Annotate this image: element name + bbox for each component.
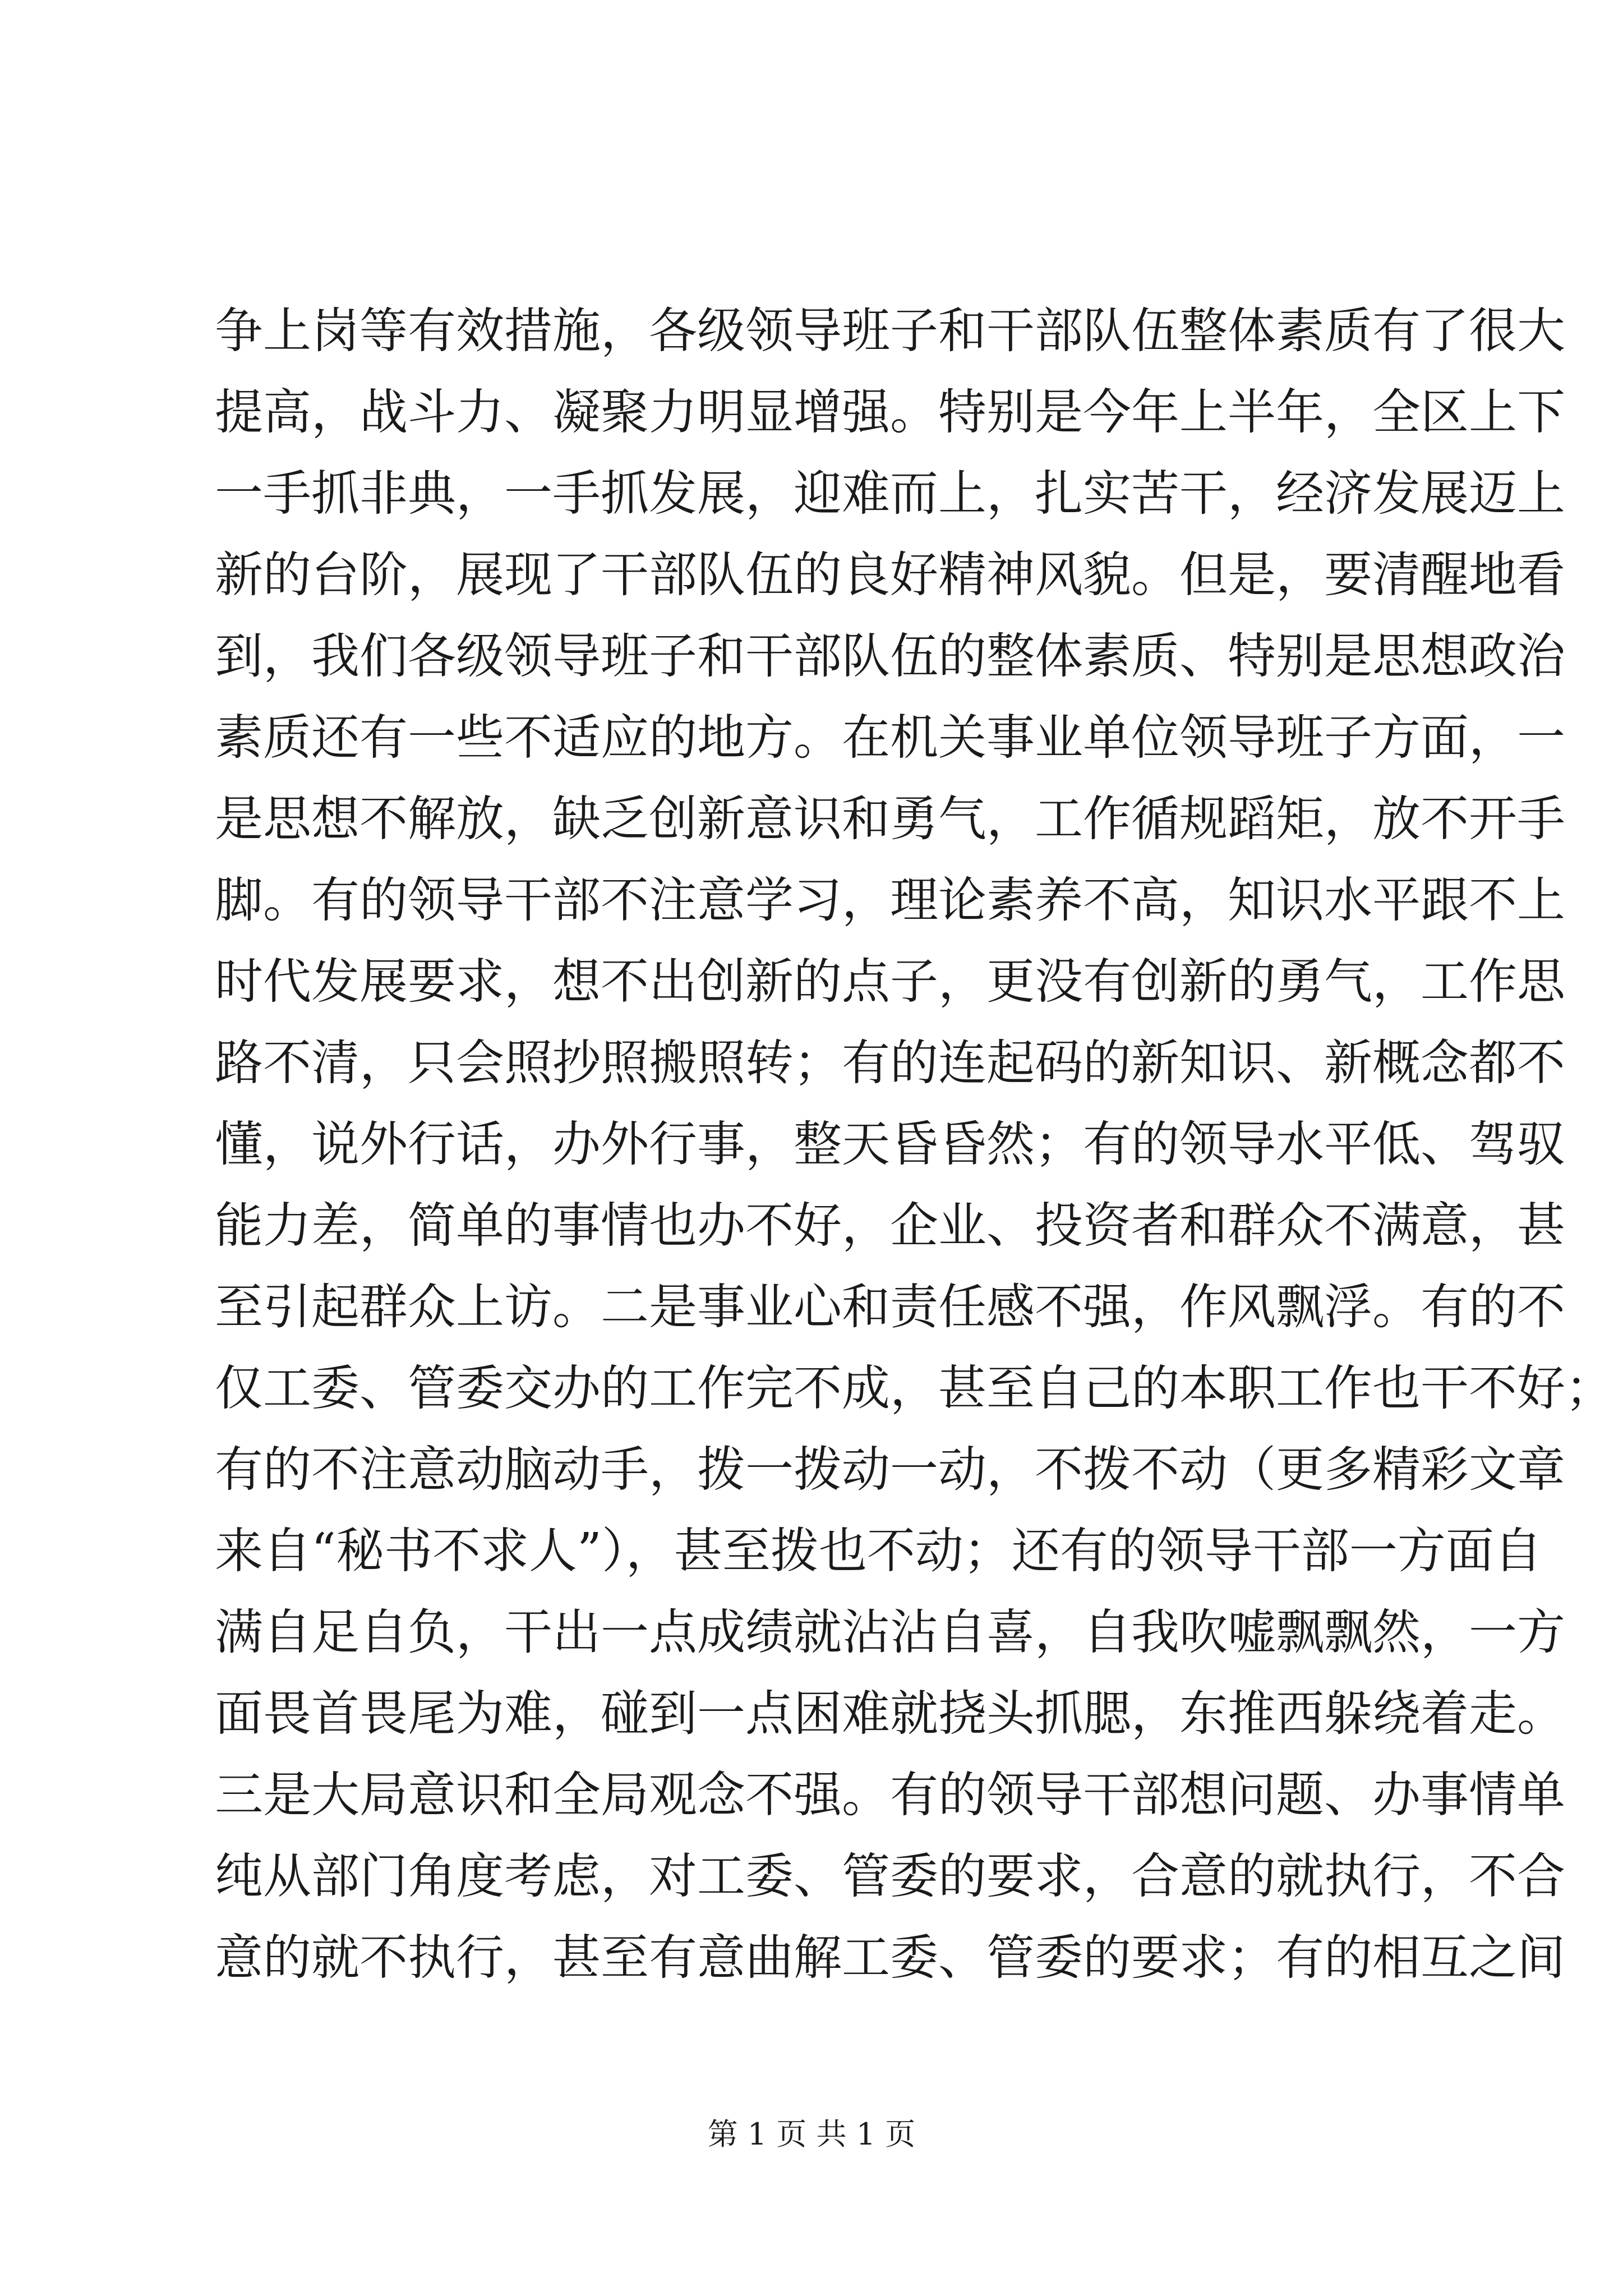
- text-line: 争上岗等有效措施，各级领导班子和干部队伍整体素质有了很大: [215, 303, 1565, 359]
- text-line: 是思想不解放，缺乏创新意识和勇气，工作循规蹈矩，放不开手: [215, 791, 1565, 847]
- text-line: 纯从部门角度考虑，对工委、管委的要求，合意的就执行，不合: [215, 1848, 1565, 1904]
- text-line: 有的不注意动脑动手，拨一拨动一动，不拨不动（更多精彩文章: [215, 1442, 1565, 1498]
- text-line: 懂，说外行话，办外行事，整天昏昏然；有的领导水平低、驾驭: [215, 1116, 1565, 1172]
- text-line: 三是大局意识和全局观念不强。有的领导干部想问题、办事情单: [215, 1767, 1565, 1823]
- text-line: 满自足自负，干出一点成绩就沾沾自喜，自我吹嘘飘飘然，一方: [215, 1604, 1565, 1660]
- page-footer: 第 1 页 共 1 页: [707, 2116, 916, 2152]
- text-line: 意的就不执行，甚至有意曲解工委、管委的要求；有的相互之间: [215, 1930, 1565, 1986]
- text-line: 面畏首畏尾为难，碰到一点困难就挠头抓腮，东推西躲绕着走。: [215, 1686, 1565, 1742]
- text-line: 脚。有的领导干部不注意学习，理论素养不高，知识水平跟不上: [215, 872, 1565, 928]
- text-line: 仅工委、管委交办的工作完不成，甚至自己的本职工作也干不好；: [215, 1360, 1613, 1416]
- text-line: 路不清，只会照抄照搬照转；有的连起码的新知识、新概念都不: [215, 1035, 1565, 1091]
- text-line: 能力差，简单的事情也办不好，企业、投资者和群众不满意，甚: [215, 1198, 1565, 1254]
- text-line: 素质还有一些不适应的地方。在机关事业单位领导班子方面，一: [215, 710, 1565, 766]
- text-line: 至引起群众上访。二是事业心和责任感不强，作风飘浮。有的不: [215, 1279, 1565, 1335]
- body-text: [215, 291, 1613, 1999]
- text-line: 来自“秘书不求人”），甚至拨也不动；还有的领导干部一方面自: [215, 1523, 1542, 1579]
- text-line: 时代发展要求，想不出创新的点子，更没有创新的勇气，工作思: [215, 954, 1565, 1010]
- text-line: 新的台阶，展现了干部队伍的良好精神风貌。但是，要清醒地看: [215, 547, 1565, 603]
- text-line: 提高，战斗力、凝聚力明显增强。特别是今年上半年，全区上下: [215, 384, 1565, 440]
- text-line: 一手抓非典，一手抓发展，迎难而上，扎实苦干，经济发展迈上: [215, 466, 1565, 522]
- text-line: 到，我们各级领导班子和干部队伍的整体素质、特别是思想政治: [215, 628, 1565, 684]
